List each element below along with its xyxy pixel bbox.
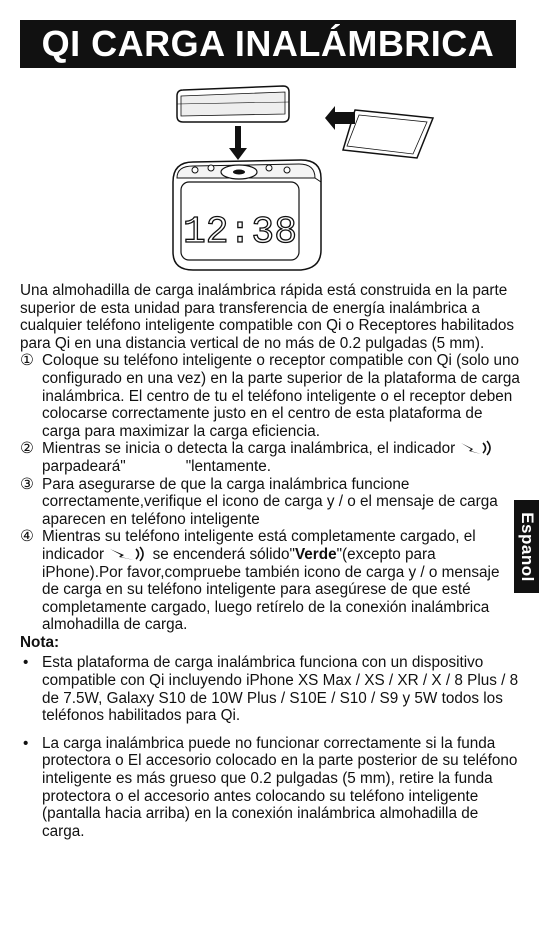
phone-case-illustration <box>343 110 433 158</box>
phone-illustration <box>177 86 289 122</box>
intro-paragraph: Una almohadilla de carga inalámbrica rápida está construida en la parte superior de esta unidad para transferencia de energía inalámbrica a cualquier teléfono inteligente compatible con Qi o Receptores habilitados para Qi en una distancia vertical de no más de 0.2 pulgadas (5 mm). <box>20 282 515 352</box>
step-3: ③ Para asegurarse de que la carga inalámbrica funcione correctamente,verifique el icono de carga y / o el mensaje de carga aparecen en teléfono inteligente <box>20 475 498 528</box>
clock-charging-illustration <box>165 82 445 282</box>
wireless-charging-icon <box>459 440 493 456</box>
page-title: QI CARGA INALÁMBRICA <box>20 20 516 68</box>
wireless-charging-icon <box>108 546 148 562</box>
note-label: Nota: <box>20 633 60 651</box>
language-tab: Espanol <box>514 500 539 593</box>
note-item: • La carga inalámbrica puede no funcionar correctamente si la funda protectora o El accesorio colocado en la parte posterior de su teléfono inteligente es más grueso que 0.2 pulgadas (5 mm), retire la funda protectora o el accesorio antes colocando su teléfono inteligente (pantalla hacia arriba) en la conexión inalámbrica almohadilla de carga. <box>23 734 518 840</box>
clock-display: 12:38 <box>182 211 298 254</box>
instructions <box>20 282 520 840</box>
step-4: ④ Mientras su teléfono inteligente está completamente cargado, el indicador se encenderá sólido"Verde"(excepto para iPhone).Por favor,compruebe también icono de carga y / o mensaje de carga en su teléfono inteligente para asegúrese de que esté completamente cargado, luego retírelo de la conexión inalámbrica almohadilla de carga. <box>20 528 500 634</box>
step-2: ② Mientras se inicia o detecta la carga inalámbrica, el indicador parpadeará" "lentamente. <box>20 440 520 475</box>
step-1: ① Coloque su teléfono inteligente o receptor compatible con Qi (solo uno configurado en una vez) en la parte superior de la plataforma de carga inalámbrica. El centro de tu el teléfono inteligente o el receptor deben colocarse correctamente justo en el centro de esta plataforma de carga para maximizar la carga eficiencia. <box>20 352 520 440</box>
note-item: • Esta plataforma de carga inalámbrica funciona con un dispositivo compatible con Qi incluyendo iPhone XS Max / XS / XR / X / 8 Plus / 8 de 7.5W, Galaxy S10 de 10W Plus / S10E / S10 / S9 y 5W todos los teléfonos habilitados para Qi. <box>23 654 519 725</box>
arrow-down-icon <box>229 126 247 160</box>
